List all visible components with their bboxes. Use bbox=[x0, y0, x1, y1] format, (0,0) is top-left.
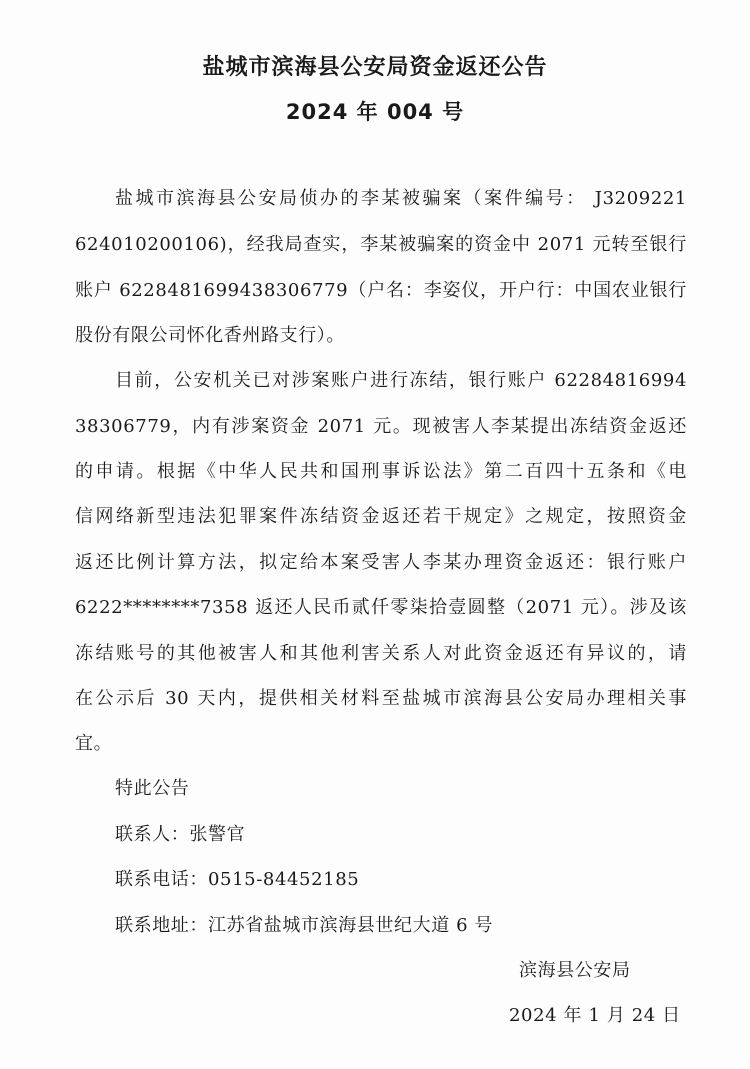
paragraph1-line: 盐城市滨海县公安局侦办的李某被骗案（案件编号： J3209221 bbox=[115, 188, 687, 209]
contact-person: 联系人：张警官 bbox=[115, 824, 246, 845]
closing-text: 特此公告 bbox=[115, 778, 190, 799]
contact-phone: 联系电话：0515-84452185 bbox=[115, 869, 360, 890]
paragraph2-line: 返还比例计算方法，拟定给本案受害人李某办理资金返还：银行账户 bbox=[75, 552, 687, 573]
paragraph2-line: 目前，公安机关已对涉案账户进行冻结，银行账户 62284816994 bbox=[115, 370, 687, 391]
issuer-name: 滨海县公安局 bbox=[519, 960, 631, 981]
paragraph2-line: 在公示后 30 天内，提供相关材料至盐城市滨海县公安局办理相关事 bbox=[75, 688, 687, 709]
paragraph2-line: 6222********7358 返还人民币贰仟零柒拾壹圆整（2071 元）。涉及该 bbox=[75, 597, 687, 618]
document-title: 盐城市滨海县公安局资金返还公告 bbox=[202, 55, 548, 80]
issue-date: 2024 年 1 月 24 日 bbox=[509, 1005, 681, 1026]
paragraph2-line: 38306779，内有涉案资金 2071 元。现被害人李某提出冻结资金返还 bbox=[75, 416, 687, 437]
paragraph1-line: 股份有限公司怀化香州路支行）。 bbox=[75, 325, 345, 346]
document-number: 2024 年 004 号 bbox=[285, 100, 465, 124]
paragraph1-line: 624010200106)，经我局查实，李某被骗案的资金中 2071 元转至银行 bbox=[75, 234, 687, 255]
paragraph2-line: 的申请。根据《中华人民共和国刑事诉讼法》第二百四十五条和《电 bbox=[75, 461, 687, 482]
paragraph2-line: 信网络新型违法犯罪案件冻结资金返还若干规定》之规定，按照资金 bbox=[75, 506, 687, 527]
paragraph2-line: 冻结账号的其他被害人和其他利害关系人对此资金返还有异议的，请 bbox=[75, 643, 687, 664]
paragraph1-line: 账户 6228481699438306779（户名：李姿仪，开户行：中国农业银行 bbox=[75, 280, 687, 301]
contact-address: 联系地址：江苏省盐城市滨海县世纪大道 6 号 bbox=[115, 915, 494, 936]
paragraph2-line: 宜。 bbox=[75, 733, 113, 754]
